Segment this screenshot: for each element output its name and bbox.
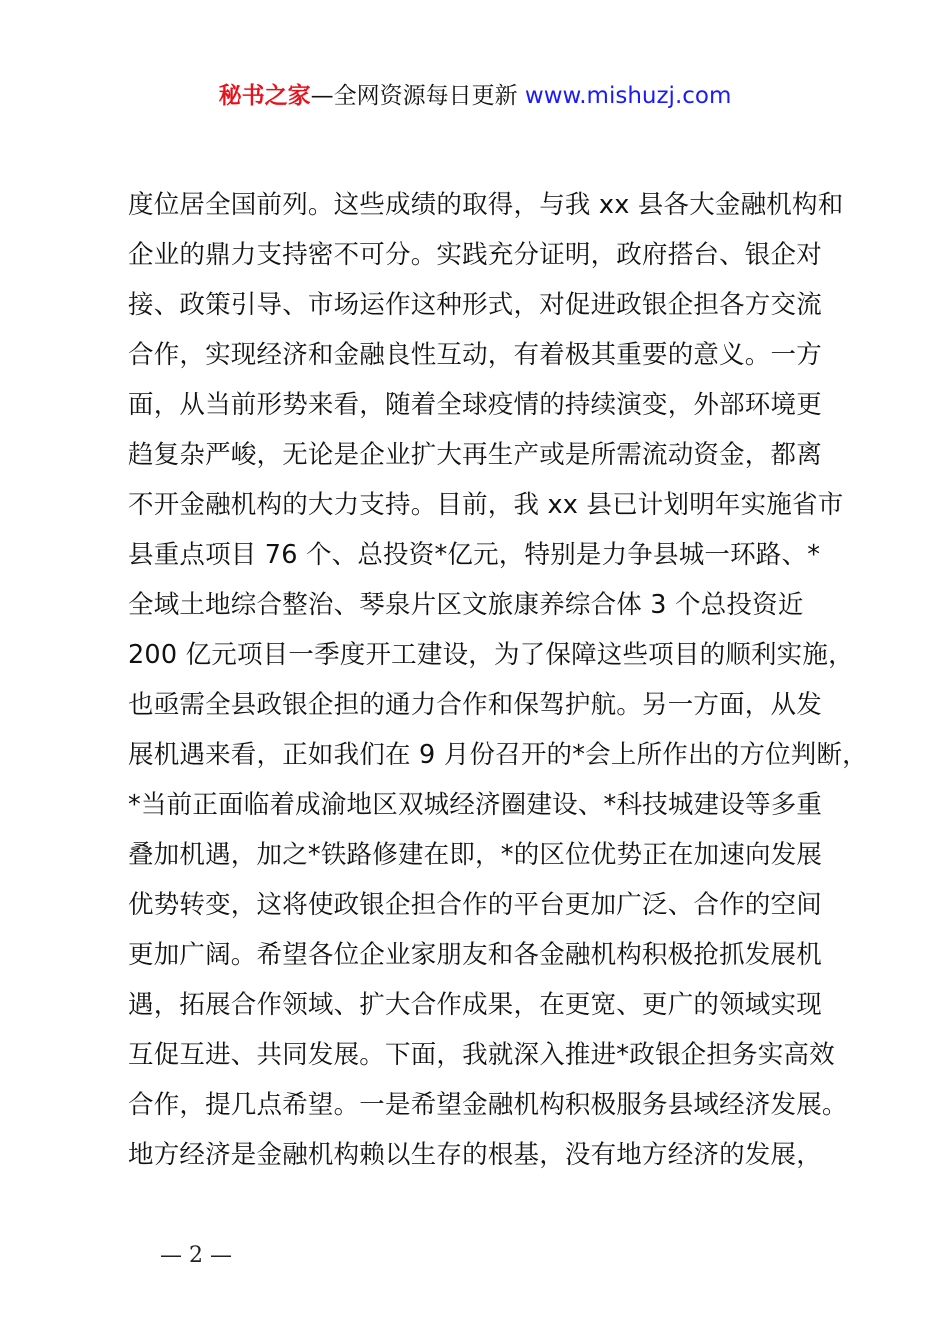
body-line: 接、政策引导、市场运作这种形式，对促进政银企担各方交流 [128, 290, 822, 320]
site-brand: 秘书之家 [218, 83, 311, 109]
body-line: 合作，提几点希望。一是希望金融机构积极服务县域经济发展。 [128, 1090, 848, 1120]
body-line: 互促互进、共同发展。下面，我就深入推进*政银企担务实高效 [128, 1040, 835, 1070]
body-line: 200 亿元项目一季度开工建设，为了保障这些项目的顺利实施， [128, 640, 854, 670]
header-dash: — [310, 83, 334, 109]
body-line: *当前正面临着成渝地区双城经济圈建设、*科技城建设等多重 [128, 790, 823, 820]
header-tagline: 全网资源每日更新 [333, 83, 518, 109]
site-url-link[interactable]: www.mishuzj.com [524, 83, 732, 109]
body-line: 展机遇来看，正如我们在 9 月份召开的*会上所作出的方位判断， [128, 740, 868, 770]
body-line: 度位居全国前列。这些成绩的取得，与我 xx 县各大金融机构和 [128, 190, 844, 220]
body-line: 企业的鼎力支持密不可分。实践充分证明，政府搭台、银企对 [128, 240, 822, 270]
page-number: — 2 — [160, 1243, 232, 1268]
document-body [128, 180, 868, 1180]
body-line: 合作，实现经济和金融良性互动，有着极其重要的意义。一方 [128, 340, 822, 370]
body-line: 地方经济是金融机构赖以生存的根基，没有地方经济的发展， [128, 1140, 822, 1170]
body-line: 遇，拓展合作领域、扩大合作成果，在更宽、更广的领域实现 [128, 990, 822, 1020]
body-line: 全域土地综合整治、琴泉片区文旅康养综合体 3 个总投资近 [128, 590, 804, 620]
body-line: 面，从当前形势来看，随着全球疫情的持续演变，外部环境更 [128, 390, 822, 420]
body-line: 也亟需全县政银企担的通力合作和保驾护航。另一方面，从发 [128, 690, 822, 720]
body-line: 叠加机遇，加之*铁路修建在即，*的区位优势正在加速向发展 [128, 840, 823, 870]
body-line: 优势转变，这将使政银企担合作的平台更加广泛、合作的空间 [128, 890, 822, 920]
body-line: 县重点项目 76 个、总投资*亿元，特别是力争县城一环路、* [128, 540, 821, 570]
body-line: 更加广阔。希望各位企业家朋友和各金融机构积极抢抓发展机 [128, 940, 822, 970]
body-line: 趋复杂严峻，无论是企业扩大再生产或是所需流动资金，都离 [128, 440, 822, 470]
site-header [0, 80, 950, 112]
body-line: 不开金融机构的大力支持。目前，我 xx 县已计划明年实施省市 [128, 490, 844, 520]
